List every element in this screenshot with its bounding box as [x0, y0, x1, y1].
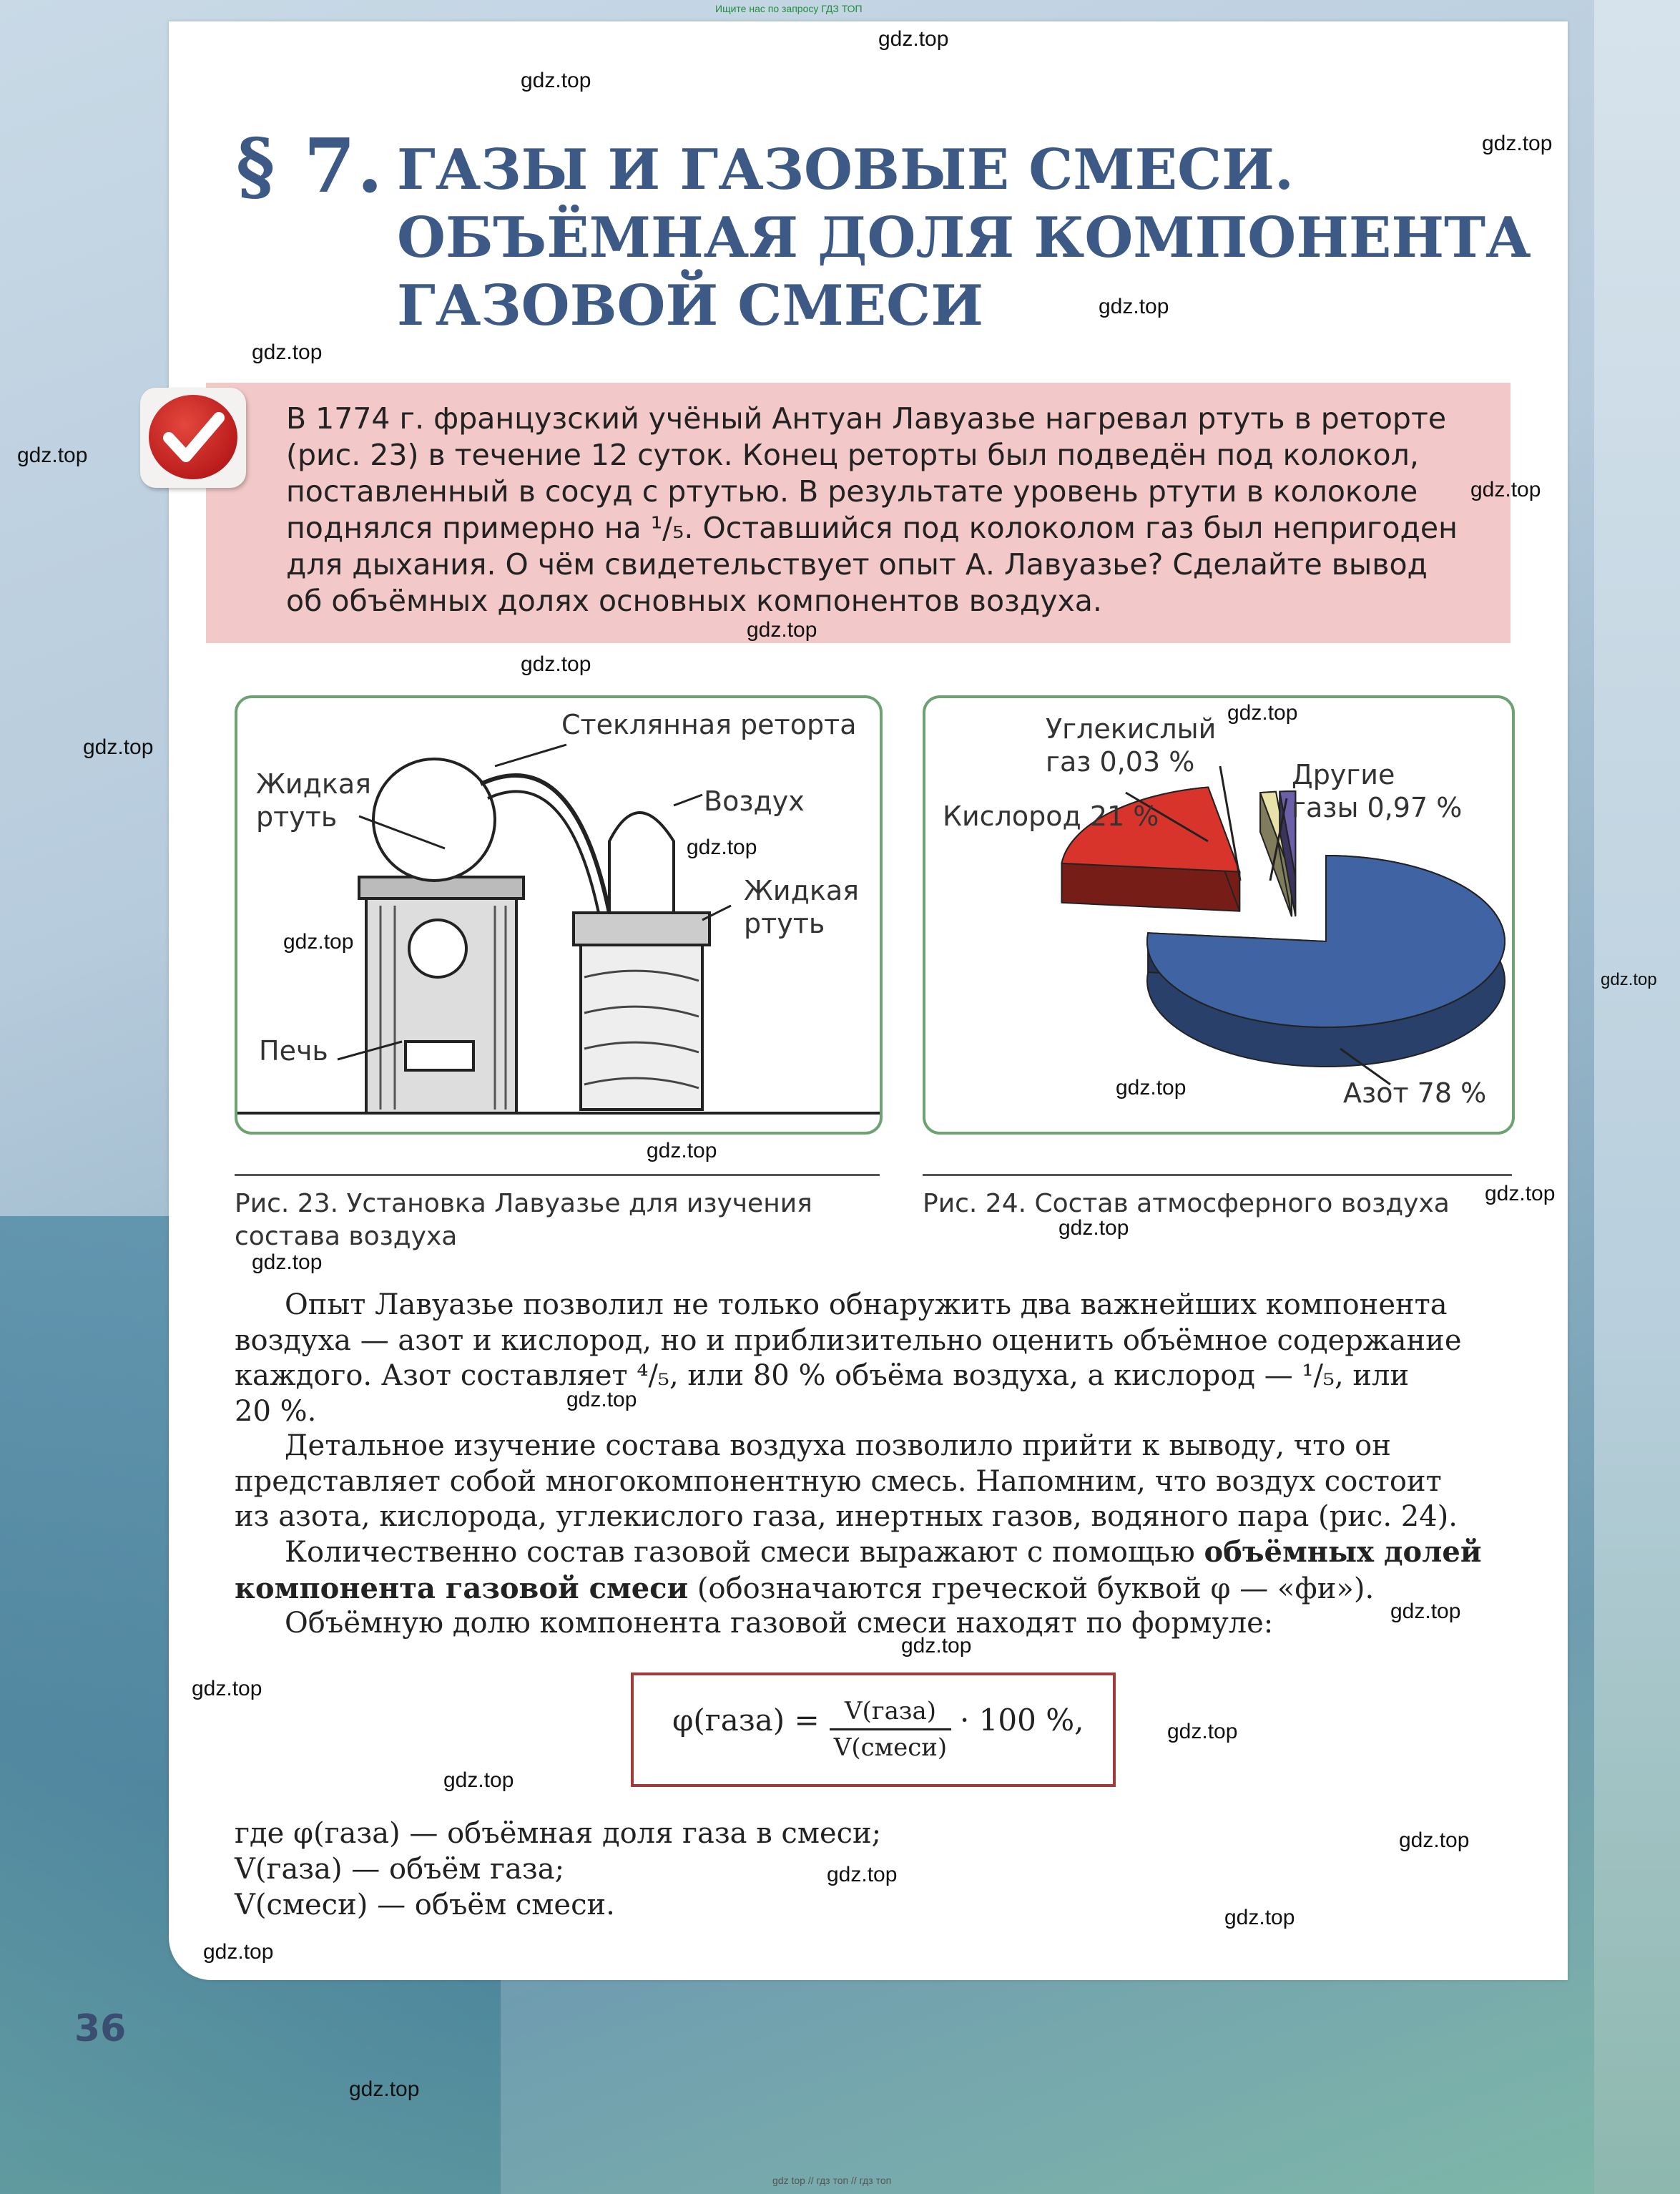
figure-24-caption: Рис. 24. Состав атмосферного воздуха: [923, 1189, 1450, 1218]
watermark: gdz.top: [252, 341, 323, 364]
watermark: gdz.top: [252, 1250, 323, 1274]
formula-lhs: φ(газа) =: [672, 1703, 820, 1738]
formula-legend: [235, 1816, 881, 1923]
paragraph-1: [235, 1288, 1510, 1429]
text-span: (обозначаются греческой буквой φ — «фи»).: [688, 1572, 1375, 1605]
watermark: gdz.top: [1058, 1216, 1129, 1240]
task-line: поставленный в сосуд с ртутью. В результате уровень ртути в колоколе: [286, 474, 1418, 509]
air-composition-pie-chart: [925, 698, 1512, 1132]
check-icon: [149, 395, 237, 479]
text-line: Опыт Лавуазье позволил не только обнаружить два важнейших компонента: [285, 1288, 1448, 1321]
paragraph-2: [235, 1429, 1510, 1535]
title-line: ОБЪЁМНАЯ ДОЛЯ КОМПОНЕНТА: [397, 205, 1531, 270]
watermark: gdz.top: [878, 27, 949, 51]
watermark: gdz.top: [566, 1388, 637, 1411]
watermark: gdz.top: [1099, 295, 1169, 318]
watermark: gdz.top: [83, 735, 154, 759]
text-span: Количественно состав газовой смеси выражают с помощью: [285, 1536, 1204, 1569]
watermark: gdz.top: [1482, 132, 1553, 155]
caption-rule: [923, 1174, 1512, 1176]
label-nitrogen: Азот 78 %: [1343, 1077, 1487, 1109]
title-line: ГАЗЫ И ГАЗОВЫЕ СМЕСИ.: [397, 137, 1295, 202]
legend-line: V(газа) — объём газа;: [235, 1853, 565, 1886]
legend-line: где φ(газа) — объёмная доля газа в смеси;: [235, 1817, 882, 1850]
caption-line: состава воздуха: [235, 1222, 458, 1251]
watermark: gdz.top: [1167, 1720, 1238, 1743]
caption-line: Рис. 23. Установка Лавуазье для изучения: [235, 1189, 812, 1218]
watermark: gdz.top: [687, 836, 757, 859]
watermark: gdz.top: [521, 69, 591, 92]
watermark: gdz.top: [1116, 1076, 1187, 1100]
label-other-gases: Другие: [1292, 759, 1395, 790]
watermark: gdz.top: [747, 618, 817, 642]
watermark: gdz.top: [1224, 1906, 1295, 1929]
watermark: gdz.top: [283, 930, 354, 954]
task-line: об объёмных долях основных компонентов воздуха.: [286, 584, 1102, 618]
watermark: gdz.top: [1227, 701, 1298, 725]
label-retort: Стеклянная реторта: [561, 709, 857, 740]
watermark: gdz.top: [827, 1863, 898, 1886]
watermark: gdz.top: [1399, 1828, 1470, 1852]
text-line: воздуха — азот и кислород, но и приблизительно оценить объёмное содержание: [235, 1323, 1462, 1357]
legend-line: V(смеси) — объём смеси.: [235, 1889, 615, 1921]
section-number: § 7.: [236, 122, 385, 210]
formula-denominator: V(смеси): [833, 1733, 948, 1762]
task-line: (рис. 23) в течение 12 суток. Конец реторты был подведён под колокол,: [286, 438, 1419, 472]
text-line: из азота, кислорода, углекислого газа, инертных газов, водяного пара (рис. 24).: [235, 1500, 1458, 1533]
text-line: Объёмную долю компонента газовой смеси находят по формуле:: [285, 1607, 1274, 1640]
label-mercury-right: ртуть: [744, 908, 825, 939]
text-line: представляет собой многокомпонентную смесь. Напомним, что воздух состоит: [235, 1464, 1442, 1498]
text-line: Детальное изучение состава воздуха позволило прийти к выводу, что он: [285, 1429, 1391, 1462]
task-text: [286, 401, 1473, 619]
label-oxygen: Кислород 21 %: [943, 800, 1159, 832]
text-line: 20 %.: [235, 1394, 317, 1428]
bottom-note: gdz top // гдз топ // гдз топ: [772, 2175, 892, 2186]
text-line: каждого. Азот составляет ⁴/₅, или 80 % объёма воздуха, а кислород — ¹/₅, или: [235, 1359, 1410, 1392]
watermark: gdz.top: [349, 2077, 420, 2101]
watermark: gdz.top: [192, 1677, 262, 1700]
figure-23-caption: [235, 1187, 812, 1253]
figure-24-frame: [923, 695, 1515, 1135]
term-bold: объёмных долей: [1204, 1535, 1482, 1569]
label-co2: Углекислый: [1046, 713, 1217, 745]
watermark: gdz.top: [521, 652, 591, 676]
watermark: gdz.top: [1390, 1600, 1461, 1623]
label-air: Воздух: [704, 785, 805, 817]
label-mercury-left: ртуть: [256, 801, 338, 833]
task-line: поднялся примерно на ¹/₅. Оставшийся под колоколом газ был непригоден: [286, 511, 1458, 545]
watermark: gdz.top: [17, 444, 88, 467]
label-oven: Печь: [259, 1035, 328, 1067]
task-line: для дыхания. О чём свидетельствует опыт А. Лавуазье? Сделайте вывод: [286, 547, 1428, 582]
formula-numerator: V(газа): [830, 1697, 951, 1730]
task-check-badge: [140, 388, 246, 488]
watermark: gdz.top: [443, 1768, 514, 1792]
term-bold: компонента газовой смеси: [235, 1571, 689, 1605]
watermark: gdz.top: [1470, 478, 1541, 501]
paragraph-3: [235, 1534, 1510, 1607]
task-line: В 1774 г. французский учёный Антуан Лавуазье нагревал ртуть в реторте: [286, 401, 1447, 436]
label-co2: газ 0,03 %: [1046, 746, 1195, 778]
formula-rhs: · 100 %,: [960, 1703, 1084, 1738]
watermark: gdz.top: [1485, 1182, 1556, 1205]
watermark: gdz.top: [901, 1634, 972, 1657]
background-edge: [1594, 0, 1680, 2194]
formula-fraction: [830, 1697, 951, 1762]
top-note: Ищите нас по запросу ГДЗ ТОП: [715, 3, 863, 14]
watermark: gdz.top: [1601, 970, 1657, 989]
title-line: ГАЗОВОЙ СМЕСИ: [397, 273, 983, 338]
page-number: 36: [74, 2007, 127, 2050]
label-mercury-left: Жидкая: [256, 768, 371, 800]
label-other-gases: газы 0,97 %: [1292, 792, 1463, 823]
watermark: gdz.top: [203, 1940, 274, 1964]
caption-rule: [235, 1174, 880, 1176]
watermark: gdz.top: [647, 1139, 717, 1162]
paragraph-4: [235, 1606, 1510, 1642]
section-title: [397, 136, 1541, 340]
label-mercury-right: Жидкая: [744, 875, 859, 906]
